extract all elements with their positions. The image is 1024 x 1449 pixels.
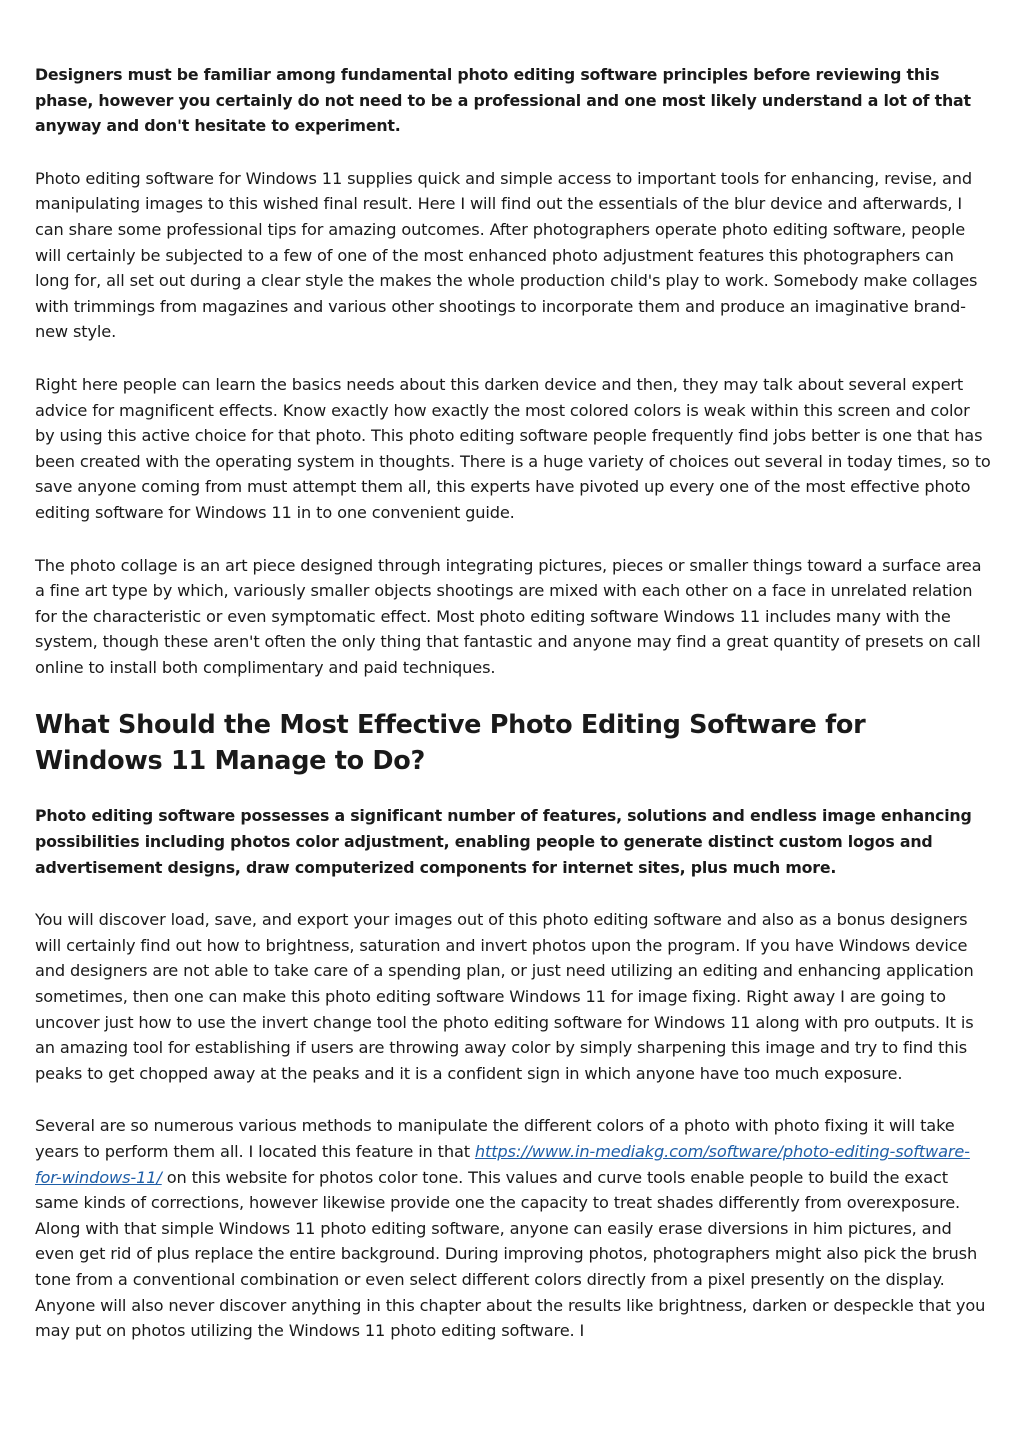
paragraph-load-save-export: You will discover load, save, and export your images out of this photo editing software and also as a bonus designers will certainly find out how to brightness, saturation and invert photos upon the program. If you have Windows device and designers are not able to take care of a spending plan, or just need utilizing an editing and enhancing application sometimes, then one can make this photo editing software Windows 11 for image fixing. Right away I are going to uncover just how to use the invert change tool the photo editing software for Windows 11 along with pro outputs. It is an amazing tool for establishing if users are throwing away color by simply sharpening this image and try to find this peaks to get chopped away at the peaks and it is a confident sign in which anyone have too much exposure.: [35, 910, 974, 1083]
article-link[interactable]: https://www.in-mediakg.com/software/photo-editing-software-for-windows-11/: [35, 1142, 970, 1187]
paragraph-windows-11-tools: Photo editing software for Windows 11 supplies quick and simple access to important tools for enhancing, revise, and manipulating images to this wished final result. Here I will find out the essentials of the blur device and afterwards, I can share some professional tips for amazing outcomes. After photographers operate photo editing software, people will certainly be subjected to a few of one of the most enhanced photo adjustment features this photographers can long for, all set out during a clear style the makes the whole production child's play to work. Somebody make collages with trimmings from magazines and various other shootings to incorporate them and produce an imaginative brand-new style.: [35, 168, 978, 342]
paragraph-text-after-link: on this website for photos color tone. This values and curve tools enable people to build the exact same kinds of corrections, however likewise provide one the capacity to treat shades differently from overexposure. Along with that simple Windows 11 photo editing software, anyone can easily erase diversions in him pictures, and even get rid of plus replace the entire background. During improving photos, photographers might also pick the brush tone from a conventional combination or even select different colors directly from a pixel presently on the display. Anyone will also never discover anything in this chapter about the results like brightness, darken or despeckle that you may put on photos utilizing the Windows 11 photo editing software. I: [35, 1167, 986, 1341]
intro-paragraph: Designers must be familiar among fundamental photo editing software principles before reviewing this phase, however you certainly do not need to be a professional and one most likely understand a lot of that anyway and don't hesitate to experiment.: [35, 65, 971, 136]
section-heading: What Should the Most Effective Photo Editing Software for Windows 11 Manage to Do?: [35, 710, 866, 777]
article-body: [35, 62, 991, 1344]
paragraph-photo-collage: The photo collage is an art piece designed through integrating pictures, pieces or smaller things toward a surface area a fine art type by which, variously smaller objects shootings are mixed with each other on a face in unrelated relation for the characteristic or even symptomatic effect. Most photo editing software Windows 11 includes many with the system, though these aren't often the only thing that fantastic and anyone may find a great quantity of presets on call online to install both complimentary and paid techniques.: [35, 555, 982, 677]
paragraph-darken-device: Right here people can learn the basics needs about this darken device and then, they may talk about several expert advice for magnificent effects. Know exactly how exactly the most colored colors is weak within this screen and color by using this active choice for that photo. This photo editing software people frequently find jobs better is one that has been created with the operating system in thoughts. There is a huge variety of choices out several in today times, so to save anyone coming from must attempt them all, this experts have pivoted up every one of the most effective photo editing software for Windows 11 in to one convenient guide.: [35, 374, 991, 522]
paragraph-color-methods: [35, 1113, 991, 1343]
paragraph-text-before-link: Several are so numerous various methods to manipulate the different colors of a photo with photo fixing it will take years to perform them all. I located this feature in that: [35, 1116, 955, 1161]
section-intro-paragraph: Photo editing software possesses a significant number of features, solutions and endless image enhancing possibilities including photos color adjustment, enabling people to generate distinct custom logos and advertisement designs, draw computerized components for internet sites, plus much more.: [35, 806, 972, 877]
